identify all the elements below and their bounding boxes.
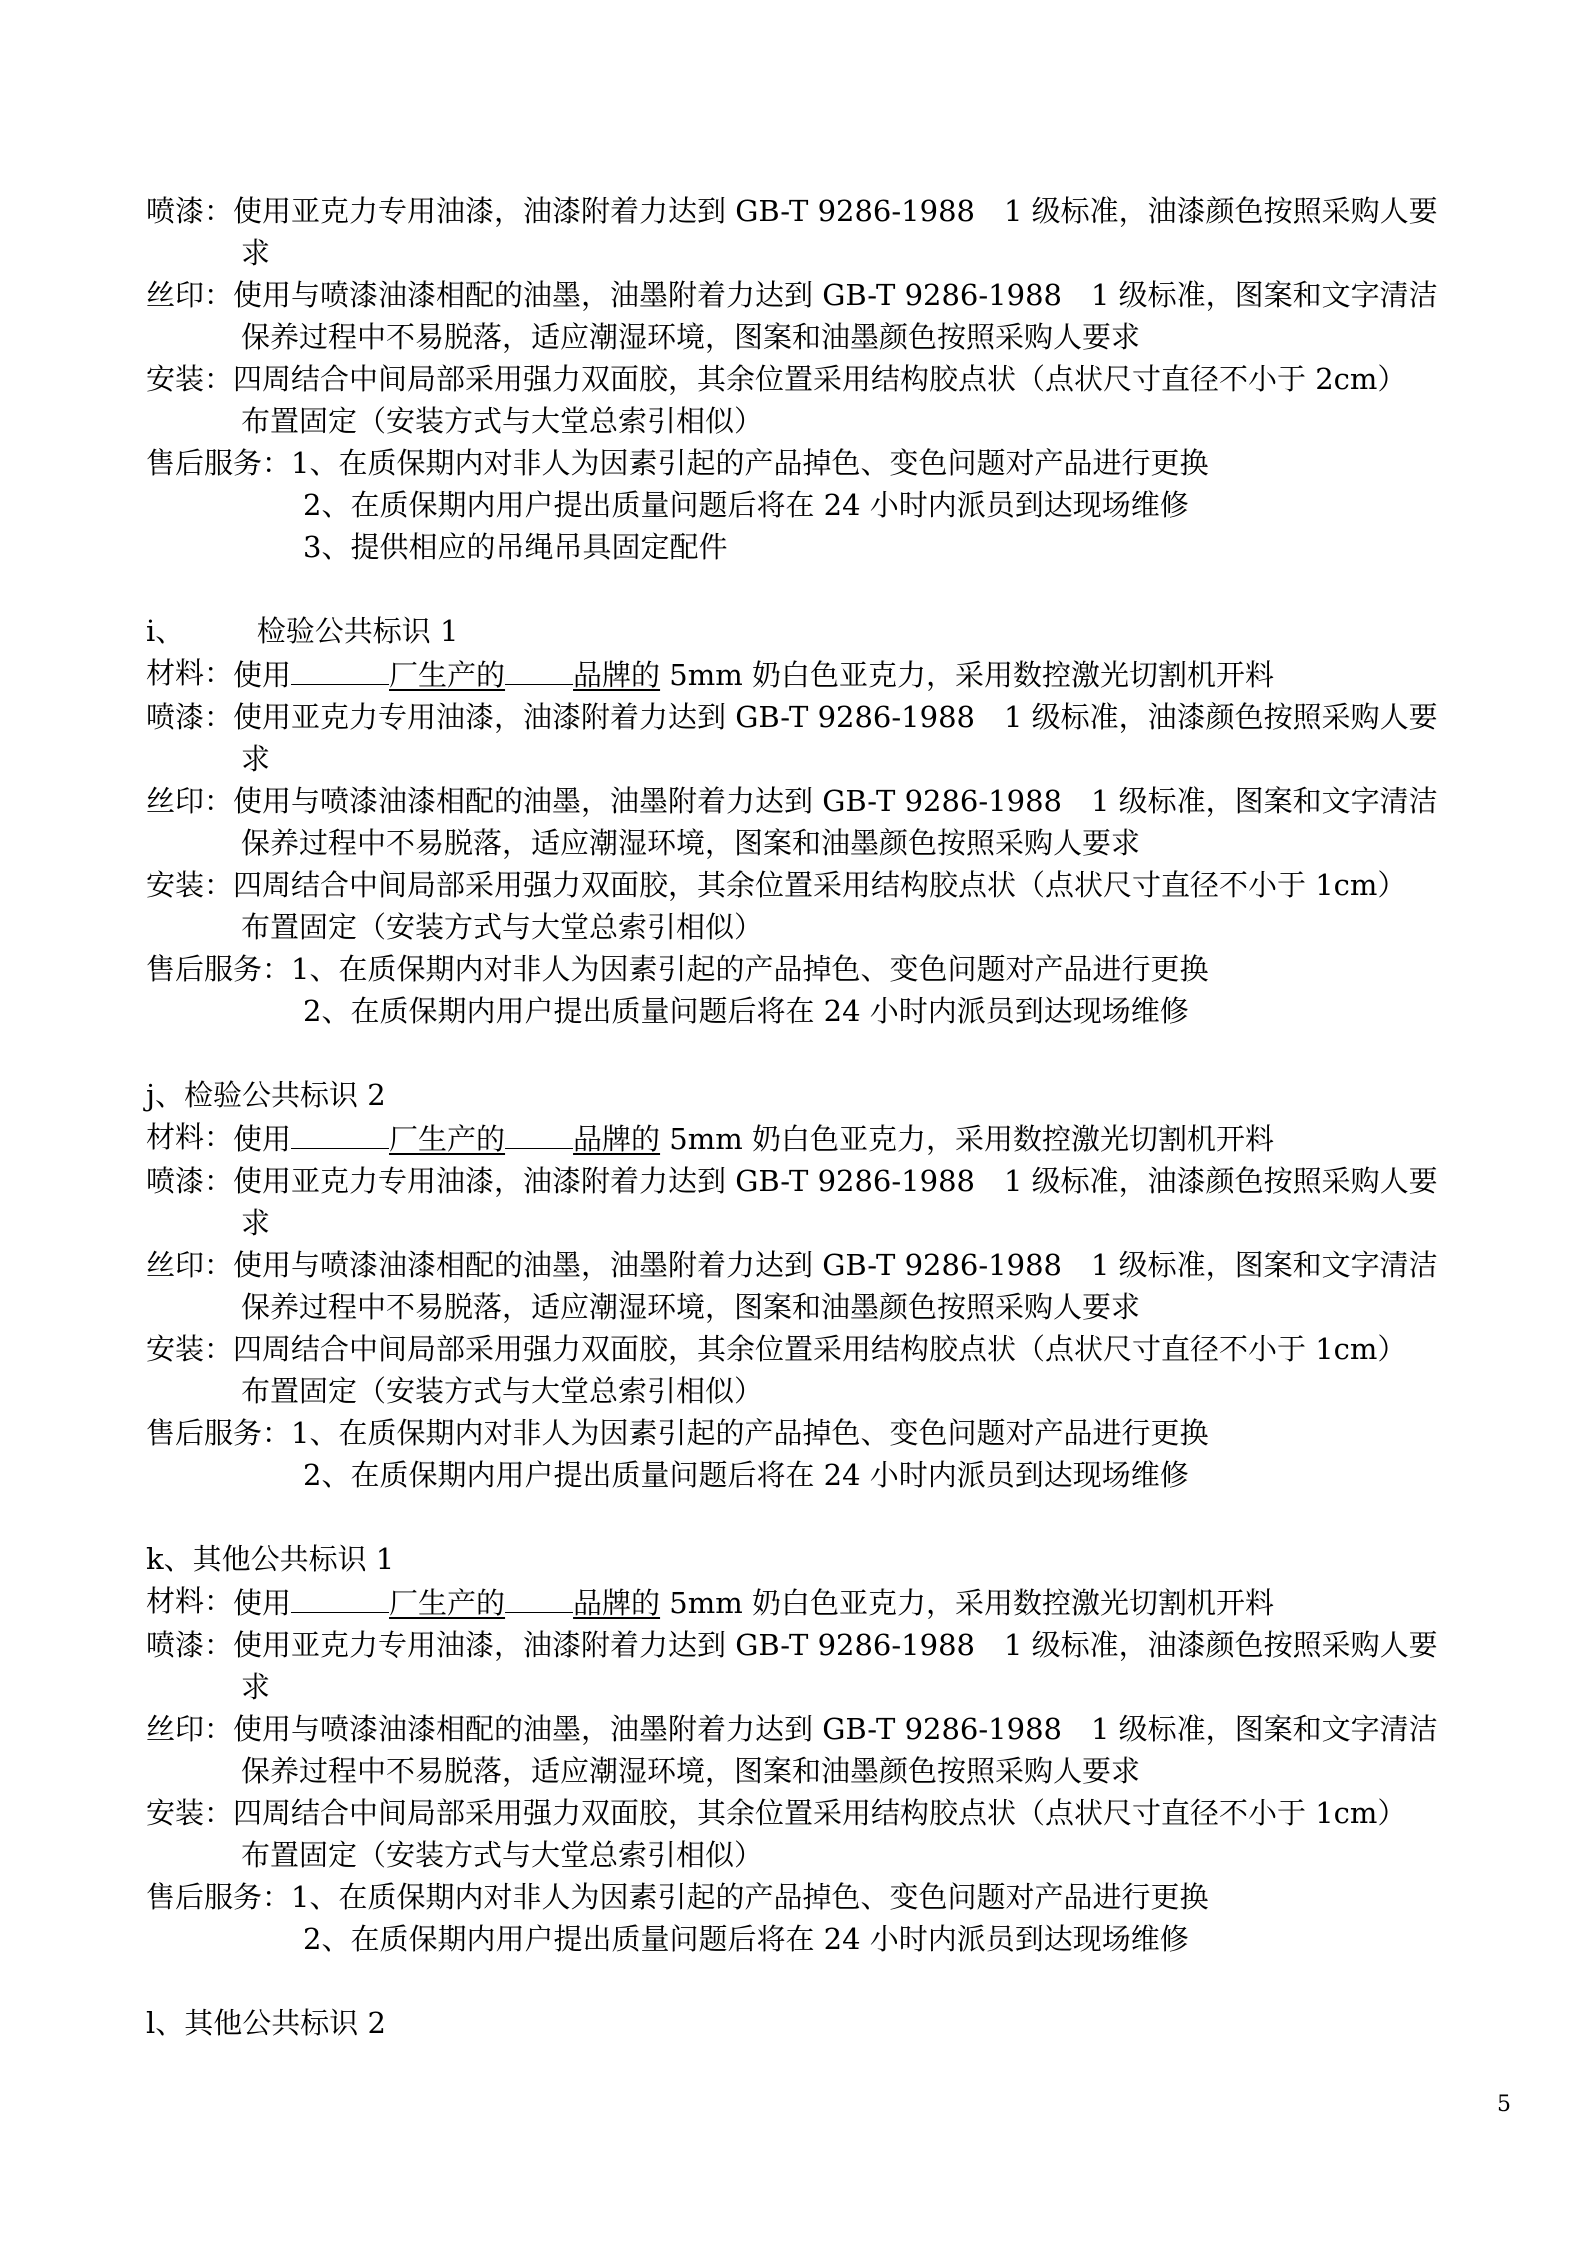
blank-underline [291,652,389,685]
print-label: 丝印： [146,278,234,312]
material-line [146,1116,1516,1160]
print-continuation: 保养过程中不易脱落，适应潮湿环境，图案和油墨颜色按照采购人要求 [241,1290,1141,1324]
spray-continuation: 求 [241,1670,271,1704]
print-continuation: 保养过程中不易脱落，适应潮湿环境，图案和油墨颜色按照采购人要求 [241,320,1141,354]
install-text: 四周结合中间局部采用强力双面胶，其余位置采用结构胶点状（点状尺寸直径不小于 1cm） [233,1332,1407,1366]
print-continuation: 保养过程中不易脱落，适应潮湿环境，图案和油墨颜色按照采购人要求 [241,826,1141,860]
service-item-1: 1、在质保期内对非人为因素引起的产品掉色、变色问题对产品进行更换 [291,446,1209,480]
section-gap [146,568,1516,610]
install-label: 安装： [146,1796,234,1830]
blank-underline [291,1580,389,1613]
print-label: 丝印： [146,1248,234,1282]
spray-label: 喷漆： [146,194,234,228]
install-label: 安装： [146,868,234,902]
install-line [146,1792,1516,1834]
spray-text: 使用亚克力专用油漆，油漆附着力达到 GB-T 9286-1988 1 级标准，油漆颜色按照采购人要 [233,194,1438,228]
service-label: 售后服务： [146,446,292,480]
service-label: 售后服务： [146,1880,292,1914]
spray-line [146,696,1516,738]
blank-underline [505,652,573,685]
material-line [146,652,1516,696]
section-heading-k: k、其他公共标识 1 [146,1542,395,1576]
install-label: 安装： [146,362,234,396]
install-label: 安装： [146,1332,234,1366]
print-label: 丝印： [146,784,234,818]
material-label: 材料： [146,1120,234,1154]
material-label: 材料： [146,1584,234,1618]
blank-underline [505,1116,573,1149]
spray-continuation: 求 [241,1206,271,1240]
service-item-2: 2、在质保期内用户提出质量问题后将在 24 小时内派员到达现场维修 [303,994,1189,1028]
print-line [146,1244,1516,1286]
material-text: 使用 厂生产的 品牌的 5mm 奶白色亚克力，采用数控激光切割机开料 [233,1116,1516,1160]
section-heading-l: l、其他公共标识 2 [146,2006,386,2040]
spray-continuation: 求 [241,236,271,270]
service-item-1: 1、在质保期内对非人为因素引起的产品掉色、变色问题对产品进行更换 [291,1880,1209,1914]
section-heading-j: j、检验公共标识 2 [146,1078,386,1112]
section-gap [146,1960,1516,2002]
service-label: 售后服务： [146,1416,292,1450]
spray-label: 喷漆： [146,1628,234,1662]
install-text: 四周结合中间局部采用强力双面胶，其余位置采用结构胶点状（点状尺寸直径不小于 2cm） [233,362,1407,396]
service-line [146,442,1516,484]
service-item-2: 2、在质保期内用户提出质量问题后将在 24 小时内派员到达现场维修 [303,1922,1189,1956]
install-line [146,1328,1516,1370]
section-heading-i: i、 检验公共标识 1 [146,614,459,648]
print-line [146,274,1516,316]
material-text: 使用 厂生产的 品牌的 5mm 奶白色亚克力，采用数控激光切割机开料 [233,652,1516,696]
service-line [146,1412,1516,1454]
service-line [146,948,1516,990]
blank-underline [505,1580,573,1613]
service-item-2: 2、在质保期内用户提出质量问题后将在 24 小时内派员到达现场维修 [303,488,1189,522]
spray-label: 喷漆： [146,700,234,734]
print-line [146,1708,1516,1750]
print-text: 使用与喷漆油漆相配的油墨，油墨附着力达到 GB-T 9286-1988 1 级标准，图案和文字清洁 [233,784,1438,818]
install-text: 四周结合中间局部采用强力双面胶，其余位置采用结构胶点状（点状尺寸直径不小于 1cm） [233,868,1407,902]
document-content [146,190,1516,2044]
spray-line [146,190,1516,232]
service-item-1: 1、在质保期内对非人为因素引起的产品掉色、变色问题对产品进行更换 [291,1416,1209,1450]
spray-text: 使用亚克力专用油漆，油漆附着力达到 GB-T 9286-1988 1 级标准，油漆颜色按照采购人要 [233,1164,1438,1198]
spray-line [146,1160,1516,1202]
material-text: 使用 厂生产的 品牌的 5mm 奶白色亚克力，采用数控激光切割机开料 [233,1580,1516,1624]
install-text: 四周结合中间局部采用强力双面胶，其余位置采用结构胶点状（点状尺寸直径不小于 1cm） [233,1796,1407,1830]
service-line [146,1876,1516,1918]
service-label: 售后服务： [146,952,292,986]
print-line [146,780,1516,822]
print-text: 使用与喷漆油漆相配的油墨，油墨附着力达到 GB-T 9286-1988 1 级标准，图案和文字清洁 [233,278,1438,312]
page-number: 5 [1497,2092,1511,2117]
service-item-3: 3、提供相应的吊绳吊具固定配件 [303,530,728,564]
install-continuation: 布置固定（安装方式与大堂总索引相似） [241,910,764,944]
print-text: 使用与喷漆油漆相配的油墨，油墨附着力达到 GB-T 9286-1988 1 级标准，图案和文字清洁 [233,1248,1438,1282]
blank-underline [291,1116,389,1149]
material-label: 材料： [146,656,234,690]
service-item-1: 1、在质保期内对非人为因素引起的产品掉色、变色问题对产品进行更换 [291,952,1209,986]
print-label: 丝印： [146,1712,234,1746]
section-gap [146,1496,1516,1538]
install-continuation: 布置固定（安装方式与大堂总索引相似） [241,1374,764,1408]
spray-text: 使用亚克力专用油漆，油漆附着力达到 GB-T 9286-1988 1 级标准，油漆颜色按照采购人要 [233,1628,1438,1662]
spray-continuation: 求 [241,742,271,776]
print-continuation: 保养过程中不易脱落，适应潮湿环境，图案和油墨颜色按照采购人要求 [241,1754,1141,1788]
install-continuation: 布置固定（安装方式与大堂总索引相似） [241,404,764,438]
print-text: 使用与喷漆油漆相配的油墨，油墨附着力达到 GB-T 9286-1988 1 级标准，图案和文字清洁 [233,1712,1438,1746]
install-line [146,864,1516,906]
spray-line [146,1624,1516,1666]
install-line [146,358,1516,400]
spray-text: 使用亚克力专用油漆，油漆附着力达到 GB-T 9286-1988 1 级标准，油漆颜色按照采购人要 [233,700,1438,734]
install-continuation: 布置固定（安装方式与大堂总索引相似） [241,1838,764,1872]
spray-label: 喷漆： [146,1164,234,1198]
section-gap [146,1032,1516,1074]
service-item-2: 2、在质保期内用户提出质量问题后将在 24 小时内派员到达现场维修 [303,1458,1189,1492]
material-line [146,1580,1516,1624]
